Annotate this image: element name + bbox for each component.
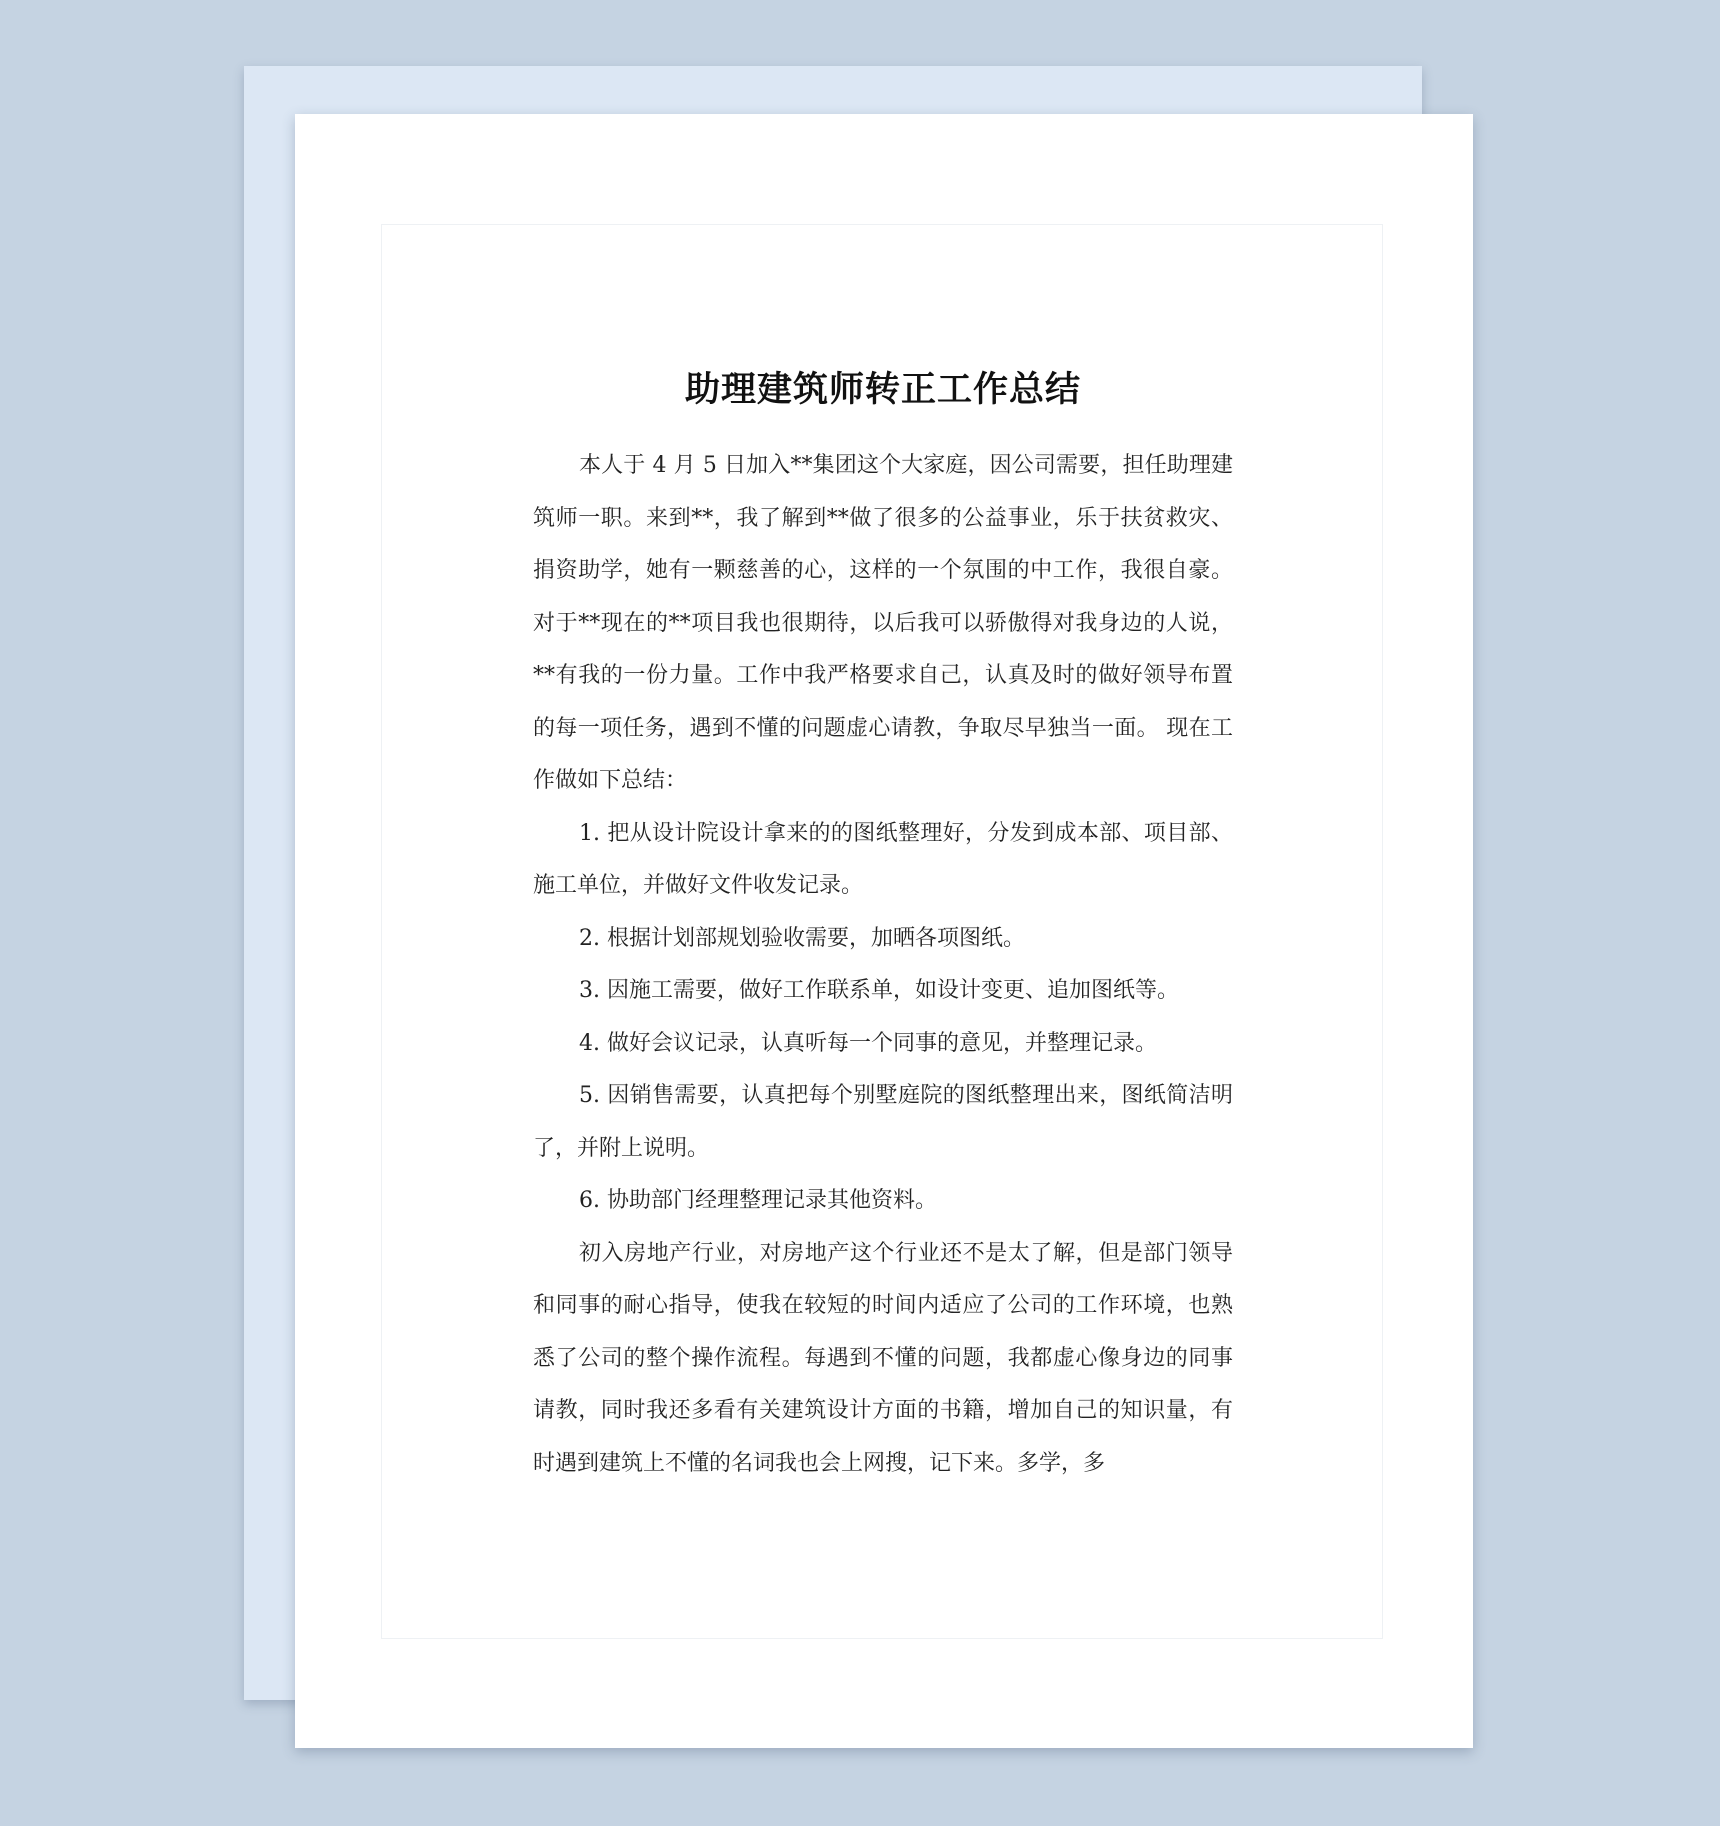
document-body bbox=[533, 366, 1233, 1490]
paragraph-item-5: 5. 因销售需要，认真把每个别墅庭院的图纸整理出来，图纸简洁明了，并附上说明。 bbox=[533, 1083, 1233, 1161]
paragraph-item-2: 2. 根据计划部规划验收需要，加晒各项图纸。 bbox=[579, 925, 1025, 951]
document-page bbox=[295, 114, 1473, 1748]
paragraph-intro: 本人于 4 月 5 日加入**集团这个大家庭，因公司需要，担任助理建筑师一职。来到**，我了解到**做了很多的公益事业，乐于扶贫救灾、捐资助学，她有一颗慈善的心，这样的一个氛围的中工作，我很自豪。对于**现在的**项目我也很期待，以后我可以骄傲得对我身边的人说，**有我的一份力量。工作中我严格要求自己，认真及时的做好领导布置的每一项任务，遇到不懂的问题虚心请教，争取尽早独当一面。 现在工作做如下总结： bbox=[533, 453, 1233, 793]
paragraph-item-1: 1. 把从设计院设计拿来的的图纸整理好，分发到成本部、项目部、施工单位，并做好文件收发记录。 bbox=[533, 820, 1233, 898]
paragraph-item-3: 3. 因施工需要，做好工作联系单，如设计变更、追加图纸等。 bbox=[579, 978, 1179, 1003]
paragraph-item-6: 6. 协助部门经理整理记录其他资料。 bbox=[579, 1188, 937, 1213]
paragraph-item-4: 4. 做好会议记录，认真听每一个同事的意见，并整理记录。 bbox=[579, 1030, 1157, 1056]
paragraph-closing: 初入房地产行业，对房地产这个行业还不是太了解，但是部门领导和同事的耐心指导，使我在较短的时间内适应了公司的工作环境，也熟悉了公司的整个操作流程。每遇到不懂的问题，我都虚心像身边的同事请教，同时我还多看有关建筑设计方面的书籍，增加自己的知识量，有时遇到建筑上不懂的名词我也会上网搜，记下来。多学，多 bbox=[533, 1240, 1233, 1476]
document-title: 助理建筑师转正工作总结 bbox=[684, 369, 1081, 410]
